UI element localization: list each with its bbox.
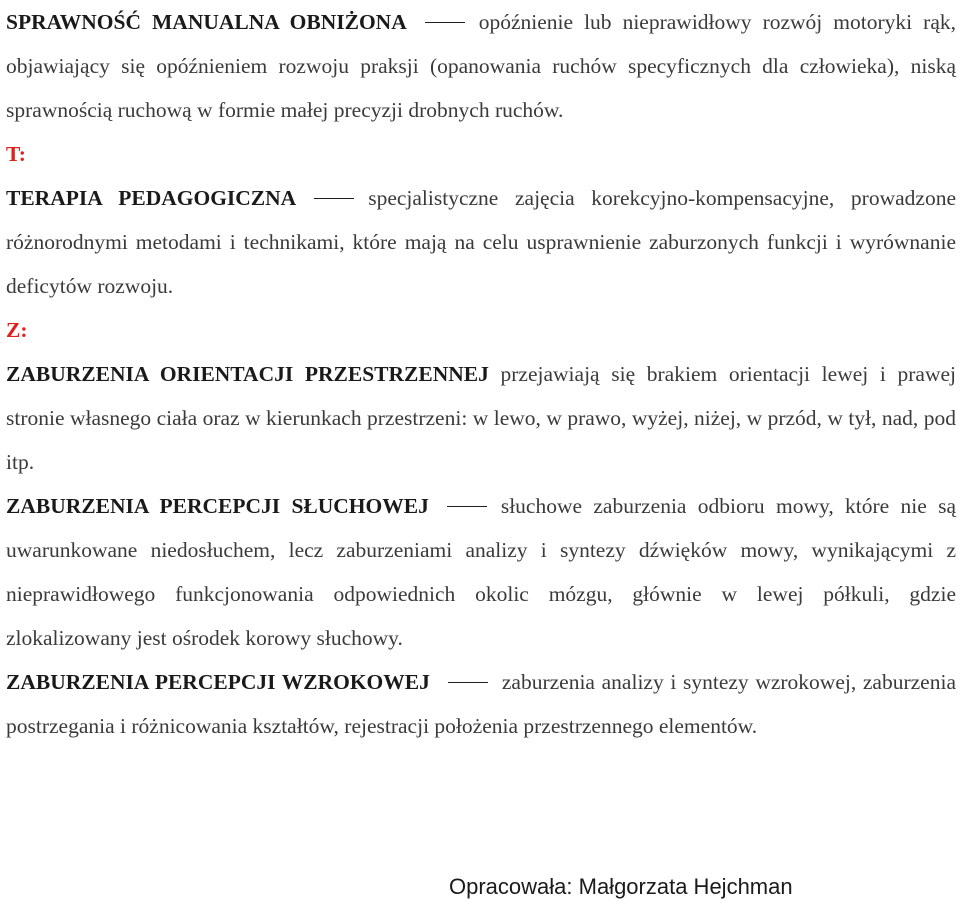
author-credit: Opracowała: Małgorzata Hejchman bbox=[449, 874, 793, 899]
em-dash bbox=[447, 506, 487, 507]
glossary-page bbox=[6, 0, 956, 748]
glossary-entry-percepcja-sluchowa bbox=[6, 484, 956, 660]
entry-term: SPRAWNOŚĆ MANUALNA OBNIŻONA bbox=[6, 10, 407, 34]
em-dash bbox=[448, 682, 488, 683]
glossary-entry-sprawnosc bbox=[6, 0, 956, 132]
entry-term: ZABURZENIA PERCEPCJI WZROKOWEJ bbox=[6, 670, 430, 694]
entry-definition: przejawiają się brakiem orientacji lewej i prawej stronie własnego ciała oraz w kierunkach przestrzeni: w lewo, w prawo, wyżej, niżej, w przód, w tył, nad, pod itp. bbox=[6, 362, 957, 474]
entry-definition: specjalistyczne zajęcia korekcyjno-kompensacyjne, prowadzone różnorodnymi metodami i technikami, które mają na celu usprawnienie zaburzonych funkcji i wyrównanie deficytów rozwoju. bbox=[6, 186, 956, 298]
entry-term: TERAPIA PEDAGOGICZNA bbox=[6, 186, 297, 210]
entry-term: ZABURZENIA PERCEPCJI SŁUCHOWEJ bbox=[6, 494, 429, 518]
entry-definition: słuchowe zaburzenia odbioru mowy, które nie są uwarunkowane niedosłuchem, lecz zaburzeniami analizy i syntezy dźwięków mowy, wynikającymi z nieprawidłowego funkcjonowania odpowiednich okolic mózgu, głównie w lewej półkuli, gdzie zlokalizowany jest ośrodek korowy słuchowy. bbox=[6, 494, 956, 650]
glossary-entry-percepcja-wzrokowa bbox=[6, 660, 956, 748]
em-dash bbox=[425, 22, 465, 23]
entry-definition: zaburzenia analizy i syntezy wzrokowej, zaburzenia postrzegania i różnicowania kształtów, rejestracji położenia przestrzennego elementów. bbox=[6, 670, 956, 738]
section-letter-t: T: bbox=[6, 142, 26, 166]
glossary-entry-terapia bbox=[6, 176, 956, 308]
em-dash bbox=[314, 198, 354, 199]
glossary-entry-orientacja bbox=[6, 352, 956, 484]
section-letter-z: Z: bbox=[6, 318, 28, 342]
entry-term: ZABURZENIA ORIENTACJI PRZESTRZENNEJ bbox=[6, 362, 489, 386]
entry-definition: opóźnienie lub nieprawidłowy rozwój motoryki rąk, objawiający się opóźnieniem rozwoju praksji (opanowania ruchów specyficznych dla człowieka), niską sprawnością ruchową w formie małej precyzji drobnych ruchów. bbox=[6, 10, 956, 122]
